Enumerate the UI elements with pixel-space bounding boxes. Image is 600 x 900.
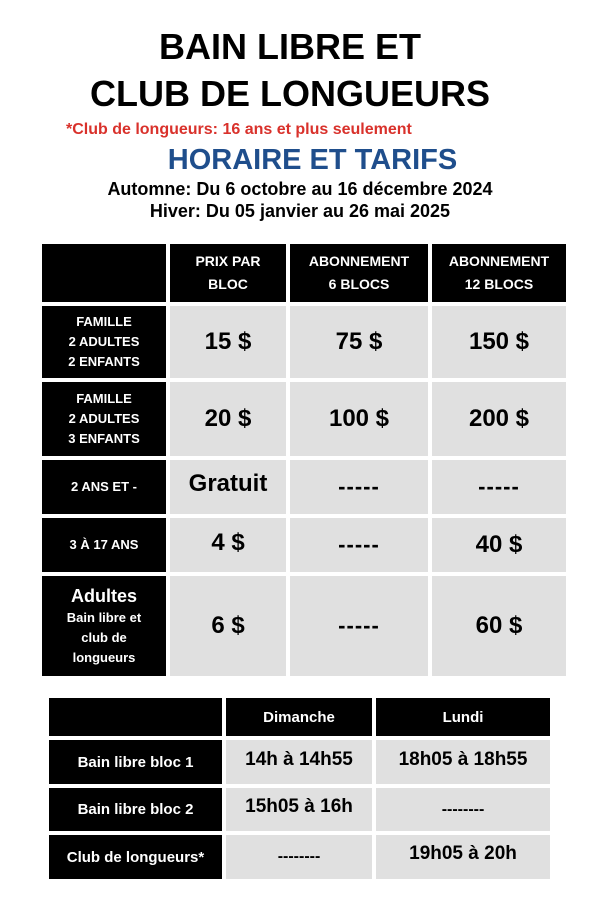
schedule-header-lundi: Lundi [376,698,550,736]
price-cell: 60 $ [432,576,566,676]
price-cell: 150 $ [432,306,566,378]
price-cell: 4 $ [170,518,286,572]
price-cell: 40 $ [432,518,566,572]
row-label-line: 3 ENFANTS [68,431,140,446]
price-cell: 6 $ [170,576,286,676]
schedule-cell: 18h05 à 18h55 [376,740,550,784]
row-label-line: Bain libre et [66,610,142,625]
price-cell: 200 $ [432,382,566,456]
schedule-cell: -------- [226,835,372,879]
price-cell: ----- [290,576,428,676]
price-cell: 15 $ [170,306,286,378]
price-cell: 100 $ [290,382,428,456]
subtitle: HORAIRE ET TARIFS [167,144,458,176]
schedule-row-label: Bain libre bloc 2 [49,788,222,831]
row-label-line: 2 ADULTES [68,334,140,349]
schedule-row-label: Bain libre bloc 1 [49,740,222,784]
season-autumn: Automne: Du 6 octobre au 16 décembre 2024 [107,179,493,199]
season-winter: Hiver: Du 05 janvier au 26 mai 2025 [149,201,451,221]
schedule-row-label: Club de longueurs* [49,835,222,879]
price-cell: ----- [290,460,428,514]
header-line: PRIX PAR [195,253,261,269]
row-label-line: club de [81,630,127,645]
age-note: *Club de longueurs: 16 ans et plus seulement [66,121,412,138]
row-label-famille-3-enfants [42,382,166,456]
header-line: 12 BLOCS [464,276,534,292]
price-cell: 20 $ [170,382,286,456]
title-line-2: CLUB DE LONGUEURS [89,73,490,114]
row-label-line: FAMILLE [76,391,132,406]
row-label-famille-2-enfants [42,306,166,378]
header-line: ABONNEMENT [448,253,550,269]
schedule-cell: -------- [376,788,550,831]
pricing-header-per-block [170,244,286,302]
header-line: 6 BLOCS [328,276,390,292]
row-label-2-ans: 2 ANS ET - [42,460,166,514]
pricing-header-12-blocks [432,244,566,302]
schedule-corner-cell [49,698,222,736]
row-label-line: longueurs [72,650,136,665]
pricing-corner-cell [42,244,166,302]
row-label-3-17-ans: 3 À 17 ANS [42,518,166,572]
row-label-line: FAMILLE [76,314,132,329]
pricing-header-6-blocks [290,244,428,302]
schedule-cell: 14h à 14h55 [226,740,372,784]
header-line: ABONNEMENT [308,253,410,269]
price-cell: 75 $ [290,306,428,378]
price-cell: ----- [290,518,428,572]
price-cell: ----- [432,460,566,514]
row-label-line: 2 ENFANTS [68,354,140,369]
schedule-header-dimanche: Dimanche [226,698,372,736]
header-line: BLOC [208,276,248,292]
row-label-main: Adultes [70,586,137,606]
title-line-1: BAIN LIBRE ET [158,26,421,67]
row-label-adultes [42,576,166,676]
schedule-cell: 15h05 à 16h [226,788,372,831]
row-label-line: 2 ADULTES [68,411,140,426]
schedule-cell: 19h05 à 20h [376,835,550,879]
price-cell: Gratuit [170,460,286,514]
